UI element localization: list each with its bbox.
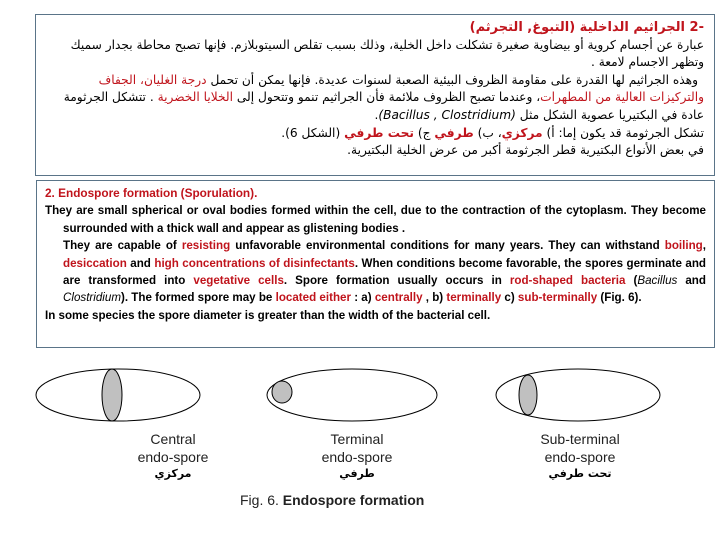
- arabic-text: عادة في البكتيريا عصوية الشكل مثل: [515, 107, 704, 122]
- english-highlight: desiccation: [63, 256, 127, 270]
- central-caption: [118, 430, 228, 466]
- subterminal-endospore-drawing: [496, 369, 660, 421]
- arabic-section-title: -2 الجراثيم الداخلية (التبوغ, التجرثم): [469, 20, 704, 35]
- english-paragraph-1: They are small spherical or oval bodies formed within the cell, due to the contraction of the cytoplasm. They become surrounded with a thick wall and appear as glistening bodies .: [45, 204, 706, 235]
- english-highlight: boiling: [664, 239, 703, 253]
- english-highlight: located either: [275, 291, 351, 305]
- central-endospore-drawing: [36, 369, 200, 421]
- english-text: and: [126, 256, 155, 270]
- terminal-caption-arabic: طرفي: [339, 467, 375, 480]
- figure-number: Fig. 6.: [240, 492, 283, 508]
- english-highlight: terminally: [446, 291, 502, 305]
- arabic-text: تشكل الجرثومة قد يكون إما: أ): [542, 125, 704, 140]
- genus-name: Clostridium: [63, 291, 121, 305]
- central-caption-arabic: مركزي: [154, 467, 192, 480]
- english-highlight: sub-terminally: [517, 291, 598, 305]
- arabic-line-7: في بعض الأنواع البكتيرية قطر الجرثومة أكبر من عرض الخلية البكتيرية.: [347, 143, 704, 158]
- english-text: and: [677, 274, 706, 288]
- english-text: . Spore formation usually occurs in: [283, 274, 510, 288]
- caption-line: Central: [150, 431, 196, 447]
- terminal-caption: [302, 430, 412, 466]
- genus-name: Bacillus: [637, 274, 678, 288]
- english-highlight: rod-shaped bacteria: [509, 274, 626, 288]
- caption-line: endo-spore: [544, 449, 616, 465]
- english-text-box: [36, 180, 715, 348]
- subterminal-caption-arabic: تحت طرفي: [548, 467, 612, 480]
- arabic-text: .: [374, 107, 379, 122]
- figure-title: Endospore formation: [282, 492, 425, 508]
- english-text: unfavorable environmental conditions for many years. They can withstand: [230, 239, 665, 253]
- caption-line: Sub-terminal: [540, 431, 620, 447]
- genus-names: (Bacillus , Clostridium): [378, 107, 516, 122]
- english-text: , b): [422, 291, 447, 305]
- english-highlight: vegetative cells: [193, 274, 284, 288]
- english-text: . When conditions become favorable, the spores germinate and are transformed into: [63, 256, 707, 288]
- arabic-text: ، وعندما تصبح الظروف ملائمة فأن الجراثيم تنمو وتتحول إلى: [232, 90, 541, 105]
- arabic-line-6: [44, 125, 704, 143]
- arabic-text: . تتشكل الجرثومة: [63, 90, 158, 105]
- endospore-figure: [0, 350, 720, 540]
- arabic-text-box: [35, 14, 715, 176]
- caption-line: Terminal: [330, 431, 384, 447]
- arabic-line-5: [44, 107, 704, 125]
- english-text: (Fig. 6).: [597, 291, 642, 305]
- english-paragraph-3: In some species the spore diameter is greater than the width of the bacterial cell.: [45, 308, 491, 322]
- arabic-highlight: تحت طرفي: [344, 125, 414, 140]
- arabic-text: وهذه الجراثيم لها القدرة على مقاومة الظروف البيئية الصعبة لسنوات عديدة. فإنها يمكن أن تحمل: [206, 72, 698, 87]
- english-highlight: resisting: [181, 239, 231, 253]
- english-text: c): [501, 291, 518, 305]
- arabic-highlight: مركزي: [501, 125, 543, 140]
- arabic-highlight: والتركيزات العالية من المطهرات: [540, 90, 704, 105]
- english-paragraph-2: [45, 237, 706, 307]
- english-text: ,: [702, 239, 706, 253]
- arabic-text: (الشكل 6).: [281, 125, 345, 140]
- subterminal-caption: [520, 430, 640, 466]
- english-text: : a): [351, 291, 375, 305]
- english-highlight: high concentrations of disinfectants: [154, 256, 355, 270]
- arabic-line-3: [44, 72, 704, 90]
- arabic-highlight: درجة الغليان، الجفاف: [98, 72, 207, 87]
- english-text: ). The formed spore may be: [120, 291, 276, 305]
- terminal-endospore-drawing: [267, 369, 437, 421]
- caption-line: endo-spore: [137, 449, 209, 465]
- english-text: (: [625, 274, 638, 288]
- english-highlight: centrally: [374, 291, 423, 305]
- english-text: They are capable of: [63, 239, 182, 253]
- english-section-title: 2. Endospore formation (Sporulation).: [45, 186, 258, 200]
- arabic-line-4: [44, 89, 704, 107]
- arabic-line-1: عبارة عن أجسام كروية أو بيضاوية صغيرة تشكلت داخل الخلية، وذلك بسبب تقلص السيتوبلازم. فإنها تصبح محاطة بجدار سميك: [70, 37, 704, 52]
- arabic-text: ، ب): [473, 125, 502, 140]
- arabic-text: ج): [413, 125, 435, 140]
- caption-line: endo-spore: [321, 449, 393, 465]
- arabic-line-2: وتظهر الاجسام لامعة .: [590, 55, 704, 70]
- arabic-highlight: طرفي: [434, 125, 474, 140]
- figure-caption: [240, 492, 424, 508]
- arabic-highlight: الخلايا الخضرية: [157, 90, 233, 105]
